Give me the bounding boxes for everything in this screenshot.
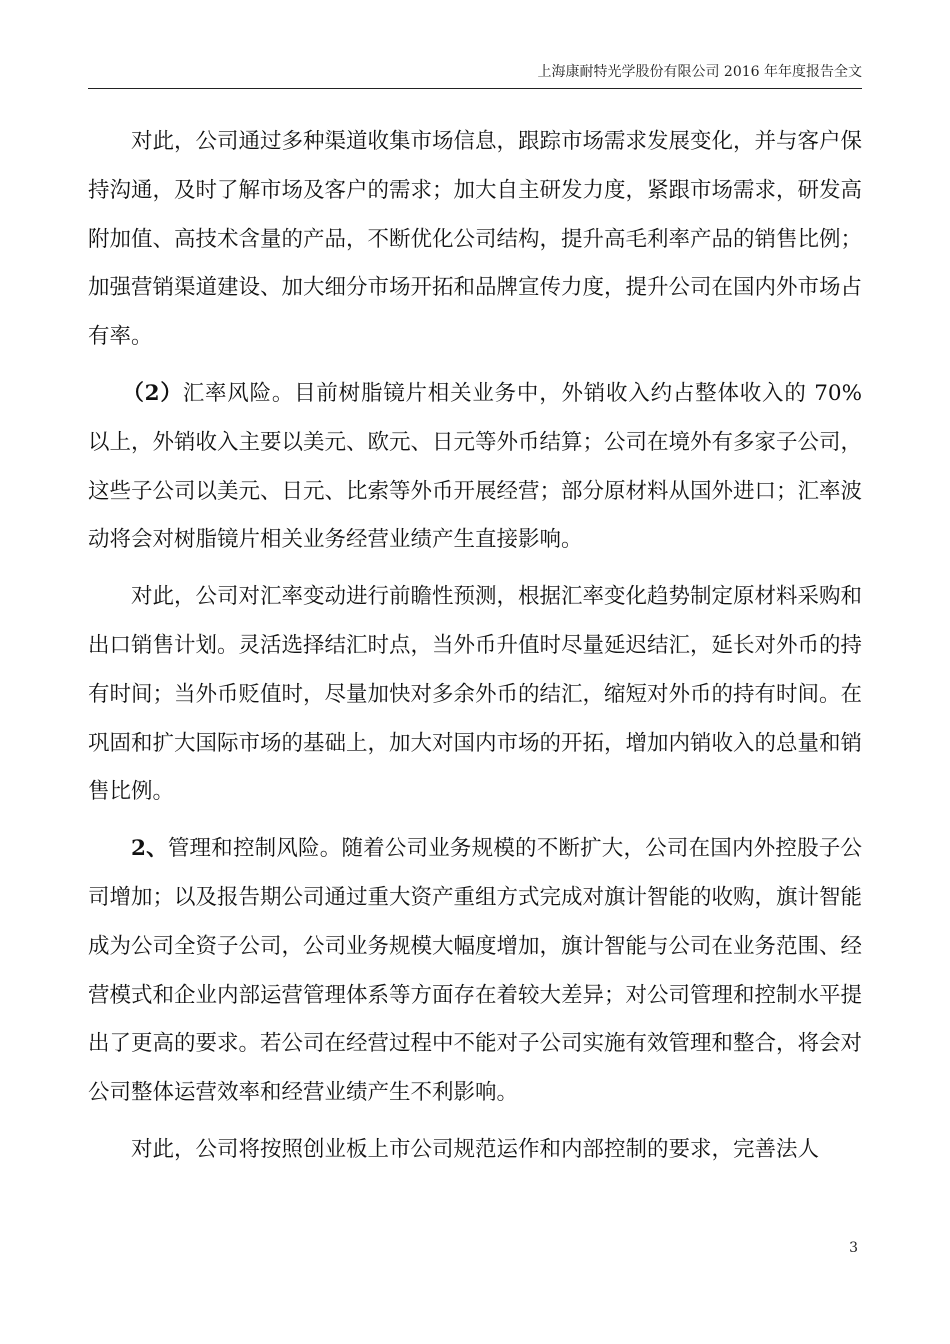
paragraph-text: 对此，公司通过多种渠道收集市场信息，跟踪市场需求发展变化，并与客户保持沟通，及时了解市场及客户的需求；加大自主研发力度，紧跟市场需求，研发高附加值、高技术含量的产品，不断优化公司结构，提升高毛利率产品的销售比例；加强营销渠道建设、加大细分市场开拓和品牌宣传力度，提升公司在国内外市场占有率。 xyxy=(88,129,863,350)
paragraph-text: 对此，公司将按照创业板上市公司规范运作和内部控制的要求，完善法人 xyxy=(131,1136,820,1162)
paragraph-exchange-rate-response xyxy=(88,573,862,817)
document-body xyxy=(88,118,862,1175)
paragraph-text: 对此，公司对汇率变动进行前瞻性预测，根据汇率变化趋势制定原材料采购和出口销售计划。灵活选择结汇时点，当外币升值时尽量延迟结汇，延长对外币的持有时间；当外币贬值时，尽量加快对多余外币的结汇，缩短对外币的持有时间。在巩固和扩大国际市场的基础上，加大对国内市场的开拓，增加内销收入的总量和销售比例。 xyxy=(88,584,863,805)
paragraph-number: 2、 xyxy=(131,836,168,862)
paragraph-market-response xyxy=(88,118,862,362)
paragraph-number: （2） xyxy=(122,380,183,406)
paragraph-management-risk xyxy=(88,825,862,1118)
paragraph-text: 汇率风险。目前树脂镜片相关业务中，外销收入约占整体收入的 70% 以上，外销收入主要以美元、欧元、日元等外币结算；公司在境外有多家子公司，这些子公司以美元、日元、比索等外币开展经营；部分原材料从国外进口；汇率波动将会对树脂镜片相关业务经营业绩产生直接影响。 xyxy=(88,380,863,553)
page-number: 3 xyxy=(849,1240,858,1256)
page-header xyxy=(88,58,862,89)
paragraph-exchange-rate-risk xyxy=(88,370,862,565)
paragraph-text: 管理和控制风险。随着公司业务规模的不断扩大，公司在国内外控股子公司增加；以及报告期公司通过重大资产重组方式完成对旗计智能的收购，旗计智能成为公司全资子公司，公司业务规模大幅度增加，旗计智能与公司在业务范围、经营模式和企业内部运营管理体系等方面存在着较大差异；对公司管理和控制水平提出了更高的要求。若公司在经营过程中不能对子公司实施有效管理和整合，将会对公司整体运营效率和经营业绩产生不利影响。 xyxy=(88,836,863,1106)
paragraph-management-response xyxy=(88,1126,862,1175)
header-title: 上海康耐特光学股份有限公司 2016 年年度报告全文 xyxy=(537,64,862,80)
